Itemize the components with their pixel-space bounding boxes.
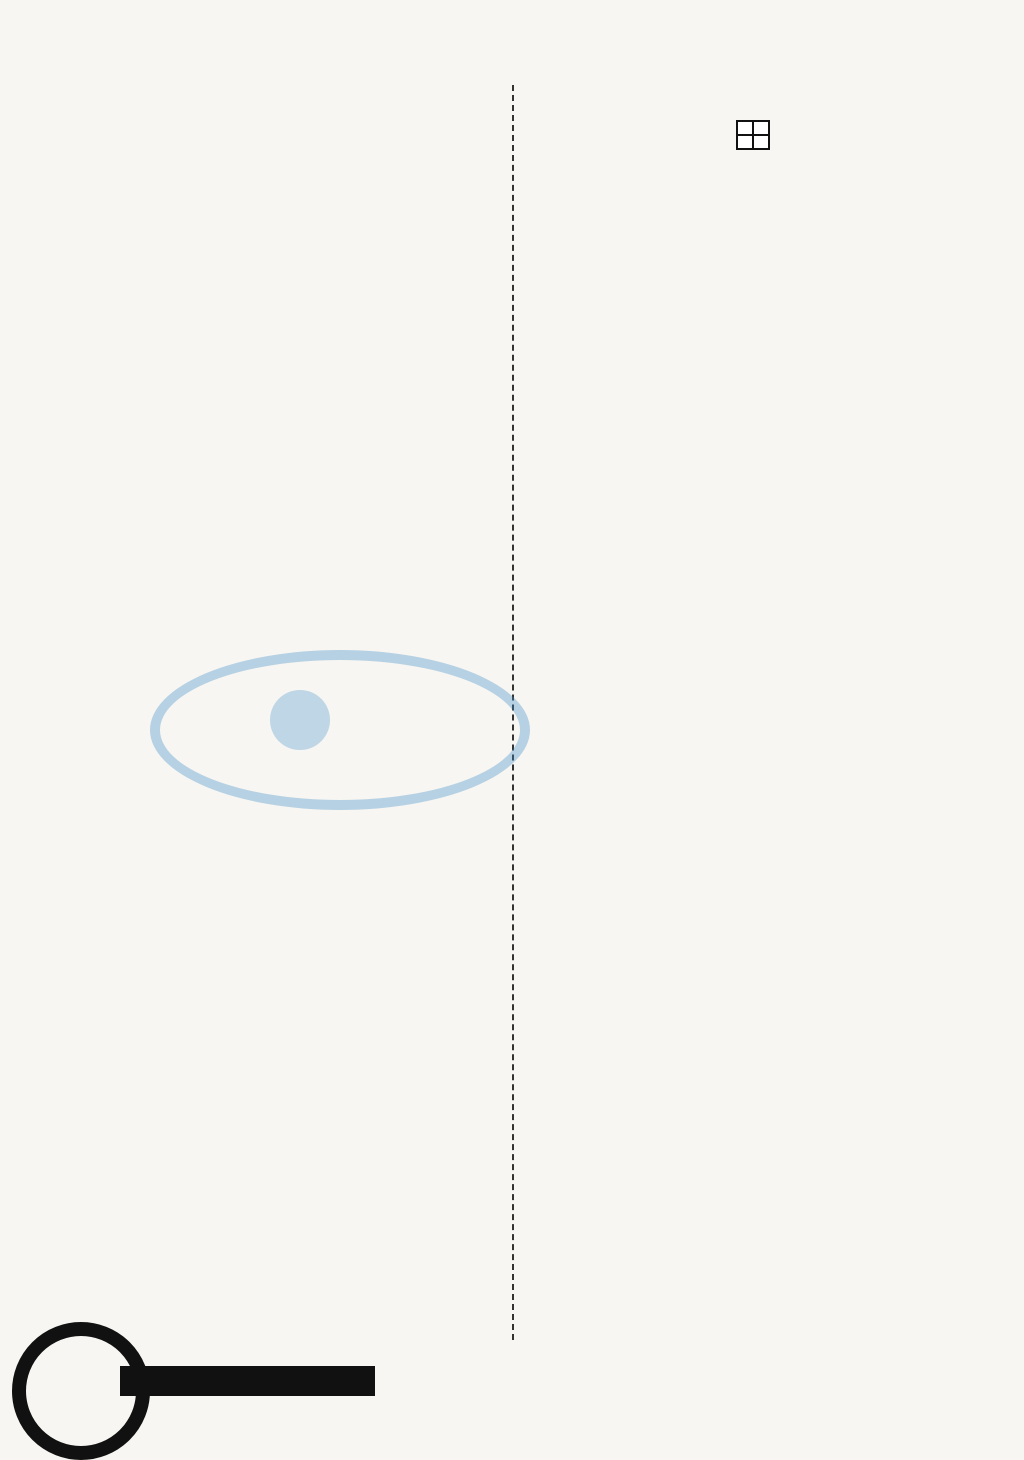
color-cell [753,121,769,135]
color-cell [737,135,753,149]
color-cell [753,135,769,149]
watermark-pupil [270,690,330,750]
color-cell [737,121,753,135]
color-grid [736,120,770,150]
watermark-eye-logo [150,650,530,810]
corner-bar-decoration [120,1366,375,1396]
column-divider [512,85,514,1340]
